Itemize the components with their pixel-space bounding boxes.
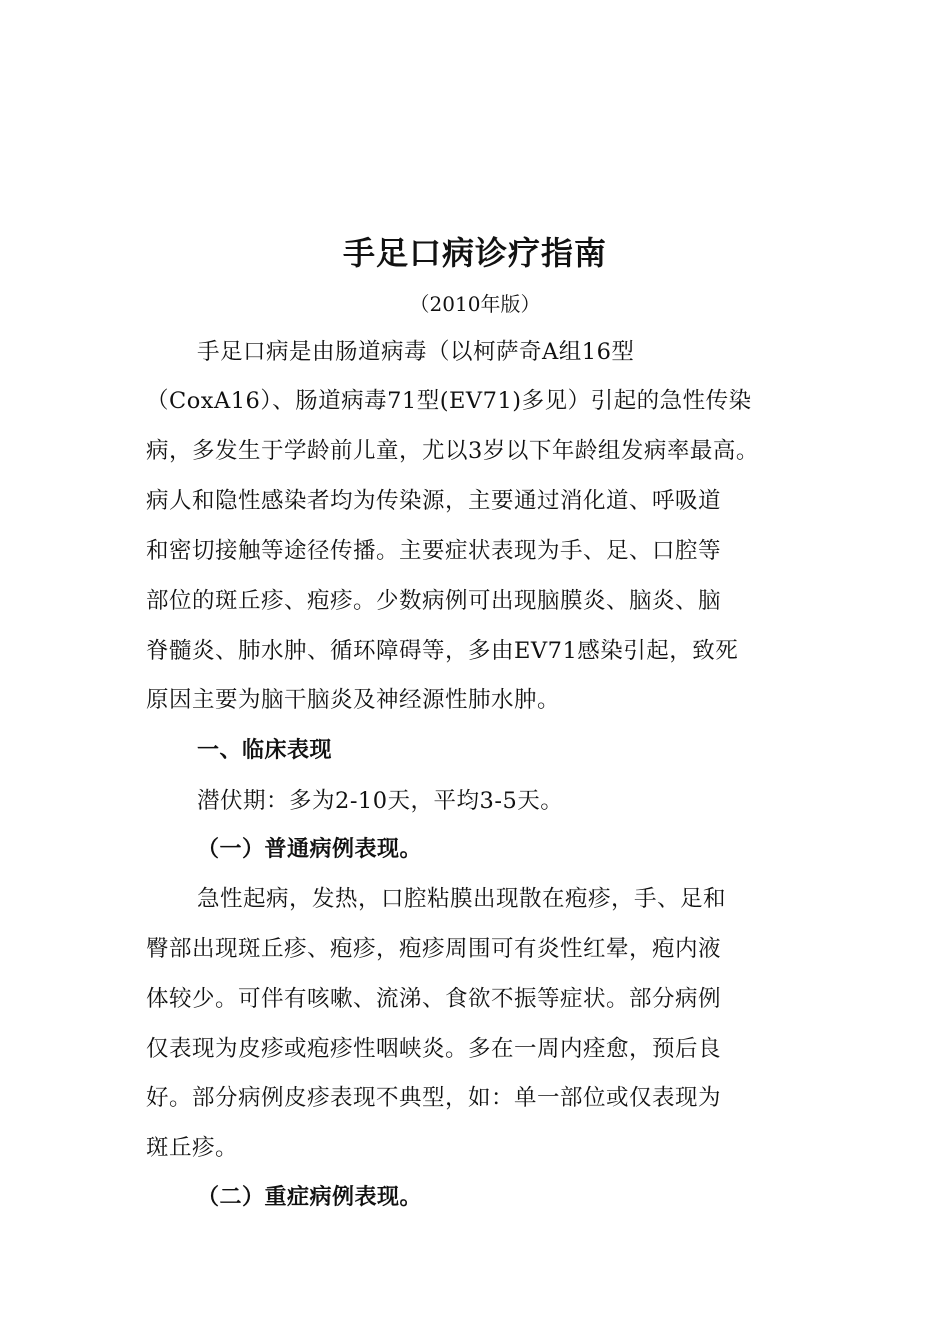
paragraph-line: 臀部出现斑丘疹、疱疹，疱疹周围可有炎性红晕，疱内液 (146, 936, 722, 962)
intro-line: 病，多发生于学龄前儿童，尤以3岁以下年龄组发病率最高。 (146, 438, 759, 464)
subsection-heading: （一）普通病例表现。 (197, 837, 423, 862)
paragraph-line: 好。部分病例皮疹表现不典型，如：单一部位或仅表现为 (146, 1085, 722, 1111)
intro-line: 病人和隐性感染者均为传染源，主要通过消化道、呼吸道 (146, 488, 722, 514)
intro-line: （CoxA16）、肠道病毒71型(EV71)多见）引起的急性传染 (146, 388, 752, 414)
paragraph-line: 急性起病，发热，口腔粘膜出现散在疱疹，手、足和 (197, 886, 727, 912)
intro-line: 原因主要为脑干脑炎及神经源性肺水肿。 (146, 687, 561, 713)
document-edition: （2010年版） (409, 292, 541, 316)
incubation-text: 潜伏期：多为2-10天，平均3-5天。 (197, 788, 564, 814)
document-title: 手足口病诊疗指南 (342, 234, 607, 272)
paragraph-line: 仅表现为皮疹或疱疹性咽峡炎。多在一周内痊愈，预后良 (146, 1036, 722, 1062)
intro-line: 部位的斑丘疹、疱疹。少数病例可出现脑膜炎、脑炎、脑 (146, 588, 722, 614)
paragraph-line: 体较少。可伴有咳嗽、流涕、食欲不振等症状。部分病例 (146, 986, 722, 1012)
intro-line: 和密切接触等途径传播。主要症状表现为手、足、口腔等 (146, 538, 722, 564)
section-heading: 一、临床表现 (197, 738, 333, 763)
intro-line: 手足口病是由肠道病毒（以柯萨奇A组16型 (197, 339, 635, 365)
subsection-heading: （二）重症病例表现。 (197, 1185, 423, 1210)
intro-line: 脊髓炎、肺水肿、循环障碍等，多由EV71感染引起，致死 (146, 638, 739, 664)
paragraph-line: 斑丘疹。 (146, 1135, 239, 1161)
